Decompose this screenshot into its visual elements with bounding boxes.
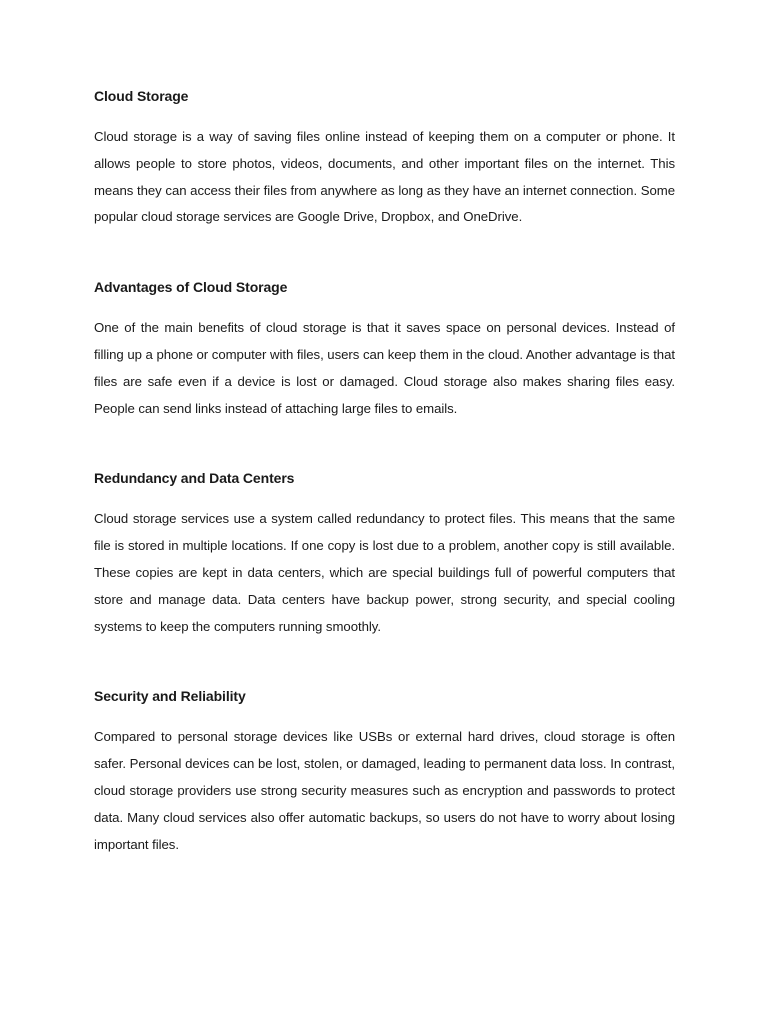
section-redundancy xyxy=(94,468,675,640)
section-paragraph: Cloud storage is a way of saving files online instead of keeping them on a computer or phone. It allows people to store photos, videos, documents, and other important files on the internet. This means they can access their files from anywhere as long as they have an internet connection. Some popular cloud storage services are Google Drive, Dropbox, and OneDrive. xyxy=(94,129,675,225)
section-heading: Redundancy and Data Centers xyxy=(94,470,295,487)
section-paragraph: Cloud storage services use a system called redundancy to protect files. This means that the same file is stored in multiple locations. If one copy is lost due to a problem, another copy is still available. These copies are kept in data centers, which are special buildings full of powerful computers that store and manage data. Data centers have backup power, strong security, and special cooling systems to keep the computers running smoothly. xyxy=(94,511,675,634)
document-page xyxy=(94,86,675,858)
section-heading: Cloud Storage xyxy=(94,88,189,104)
section-heading: Security and Reliability xyxy=(94,688,246,705)
section-heading: Advantages of Cloud Storage xyxy=(94,279,288,296)
section-security xyxy=(94,686,675,858)
section-advantages xyxy=(94,277,675,422)
section-paragraph: Compared to personal storage devices like USBs or external hard drives, cloud storage is often safer. Personal devices can be lost, stolen, or damaged, leading to permanent data loss. In contrast, cloud storage providers use strong security measures such as encryption and passwords to protect data. Many cloud services also offer automatic backups, so users do not have to worry about losing important files. xyxy=(94,729,675,852)
section-paragraph: One of the main benefits of cloud storage is that it saves space on personal devices. Instead of filling up a phone or computer with files, users can keep them in the cloud. Another advantage is that files are safe even if a device is lost or damaged. Cloud storage also makes sharing files easy. People can send links instead of attaching large files to emails. xyxy=(94,320,675,416)
section-cloud-storage xyxy=(94,86,675,231)
